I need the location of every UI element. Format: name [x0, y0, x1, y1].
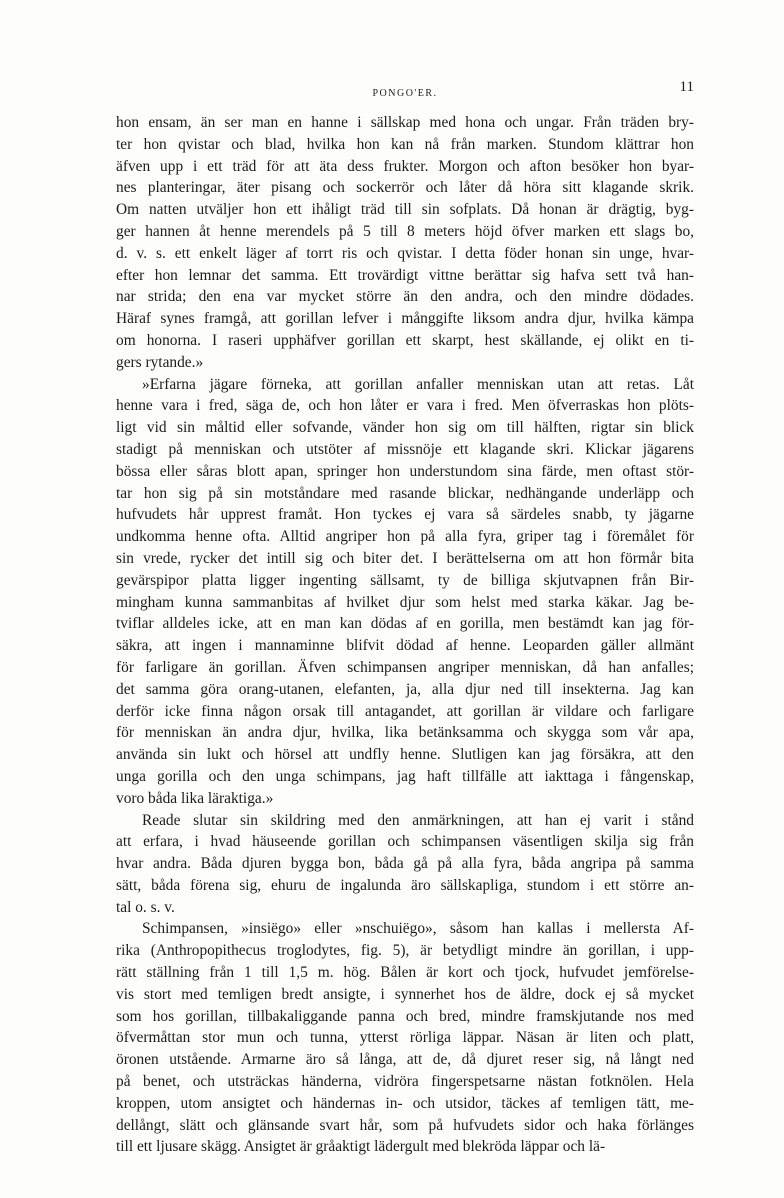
paragraph — [116, 810, 694, 919]
text-line: som hos gorillan, tillbakaliggande panna och bred, mindre framskjutande nos med — [116, 1007, 694, 1025]
text-line: voro båda lika läraktiga.» — [116, 789, 274, 807]
text-line: tar hon sig på sin motståndare med rasande blickar, nedhängande underläpp och — [116, 484, 694, 502]
text-line: nar strida; den ena var mycket större än den andra, och den mindre dödades. — [116, 288, 694, 306]
text-line: undkomma henne ofta. Alltid angriper hon på alla fyra, griper tag i föremålet för — [116, 528, 694, 546]
book-page — [116, 78, 694, 1158]
page-number: 11 — [679, 79, 694, 95]
text-line: nes planteringar, äter pisang och sockerrör och låter då höra sitt klagande skrik. — [116, 179, 694, 197]
text-line: gevärspipor platta ligger ingenting sällsamt, ty de billiga skjutvapnen från Bir- — [116, 571, 694, 589]
text-line: d. v. s. ett enkelt läger af torrt ris och qvistar. I detta föder honan sin unge, hvar- — [116, 244, 694, 262]
text-line: säkra, att ingen i mannaminne blifvit dödad af henne. Leoparden gäller allmänt — [116, 637, 694, 655]
text-line: hon ensam, än ser man en hanne i sällskap med hona och ungar. Från träden bry- — [116, 114, 694, 131]
text-line: bössa eller såras blott apan, springer hon understundom sina färde, men oftast stör- — [116, 462, 694, 480]
page-header — [116, 78, 694, 100]
text-line: rika (Anthropopithecus troglodytes, fig. 5), är betydligt mindre än gorillan, i upp- — [116, 942, 694, 960]
text-line: Reade slutar sin skildring med den anmärkningen, att han ej varit i stånd — [142, 811, 694, 829]
text-line: gers rytande.» — [116, 353, 204, 371]
text-line: öfvermåttan stor mun och tunna, ytterst rörliga läppar. Näsan är liten och platt, — [116, 1029, 694, 1047]
text-line: sin vrede, rycker det intill sig och biter det. I berättelserna om att hon förmår bita — [116, 549, 694, 567]
text-line: vis stort med temligen bredt ansigte, i synnerhet hos de äldre, dock ej så mycket — [116, 985, 694, 1003]
text-line: det samma göra orang-utanen, elefanten, ja, alla djur ned till insekterna. Jag kan — [116, 680, 694, 698]
text-line: mingham kunna sammanbitas af hvilket djur som helst med starka käkar. Jag be- — [116, 593, 694, 611]
paragraph — [116, 112, 694, 374]
text-line: ligt vid sin måltid eller sofvande, vänder hon sig om till hälften, rigtar sin blick — [116, 419, 694, 437]
text-line: unga gorilla och den unga schimpans, jag haft tillfälle att iakttaga i fångenskap, — [116, 767, 694, 785]
paragraph — [116, 918, 694, 1158]
text-line: ter hon qvistar och blad, hvilka hon kan nå från marken. Stundom klättrar hon — [116, 135, 694, 153]
text-line: tal o. s. v. — [116, 898, 175, 916]
text-line: för menniskan än andra djur, hvilka, lika betänksamma och skygga som vår apa, — [116, 724, 694, 742]
text-line: äfven upp i ett träd för att äta dess frukter. Morgon och afton besöker hon byar- — [116, 157, 694, 175]
body-text — [116, 112, 694, 1158]
text-line: Om natten utväljer hon ett ihåligt träd till sin sofplats. Då honan är drägtig, byg- — [116, 201, 694, 219]
text-line: på benet, och utsträckas händerna, vidröra fingerspetsarne nästan fotknölen. Hela — [116, 1073, 694, 1091]
text-line: Häraf synes framgå, att gorillan lefver i månggifte liksom andra djur, hvilka kämpa — [116, 310, 694, 328]
text-line: hvar andra. Båda djuren bygga bon, båda gå på alla fyra, båda angripa på samma — [116, 855, 694, 873]
text-line: ger hannen åt henne merendels på 5 till 8 meters höjd öfver marken ett slags bo, — [116, 222, 694, 240]
text-line: använda sin lukt och hörsel att undfly henne. Slutligen kan jag försäkra, att den — [116, 746, 694, 764]
text-line: kroppen, utom ansigtet och händernas in- och utsidor, täckes af temligen tätt, me- — [116, 1094, 694, 1112]
text-line: stadigt på menniskan och utstöter af missnöje ett klagande skri. Klickar jägarens — [116, 440, 694, 458]
text-line: öronen utstående. Armarne äro så långa, att de, då djuret reser sig, nå långt ned — [116, 1051, 694, 1069]
text-line: hufvudets hår upprest framåt. Hon tyckes ej vara så särdeles snabb, ty jägarne — [116, 506, 694, 524]
text-line: henne vara i fred, säga de, och hon låter er vara i fred. Men öfverraskas hon plöts- — [116, 397, 694, 415]
text-line: att erfara, i hvad häuseende gorillan och schimpansen väsentligen skilja sig från — [116, 833, 694, 851]
text-line: tviflar alldeles icke, att en man kan dödas af en gorilla, men bestämdt kan jag för- — [116, 615, 694, 633]
text-line: om honorna. I raseri upphäfver gorillan ett skarpt, hest skällande, ej olikt en ti- — [116, 331, 694, 349]
running-head: PONGO'ER. — [372, 88, 438, 99]
text-line: Schimpansen, »insiëgo» eller »nschuiëgo», såsom han kallas i mellersta Af- — [142, 920, 694, 938]
text-line: för farligare än gorillan. Äfven schimpansen angriper menniskan, då han anfalles; — [116, 658, 694, 676]
text-line: dellångt, slätt och glänsande svart hår, som på hufvudets sidor och haka förlänges — [116, 1116, 694, 1134]
text-line: »Erfarna jägare förneka, att gorillan anfaller menniskan utan att retas. Låt — [142, 375, 694, 393]
text-line: sätt, båda förena sig, ehuru de ingalunda äro sällskapliga, stundom i ett större an- — [116, 876, 694, 894]
text-line: efter hon lemnar det samma. Ett trovärdigt vittne berättar sig hafva sett två han- — [116, 266, 694, 284]
text-line: rätt ställning från 1 till 1,5 m. hög. Bålen är kort och tjock, hufvudet jemförelse- — [116, 964, 694, 982]
text-line: derför icke finna någon orsak till antagandet, att gorillan är vildare och farligare — [116, 702, 694, 720]
text-line: till ett ljusare skägg. Ansigtet är gråaktigt lädergult med blekröda läppar och lä- — [116, 1138, 606, 1156]
paragraph — [116, 374, 694, 810]
